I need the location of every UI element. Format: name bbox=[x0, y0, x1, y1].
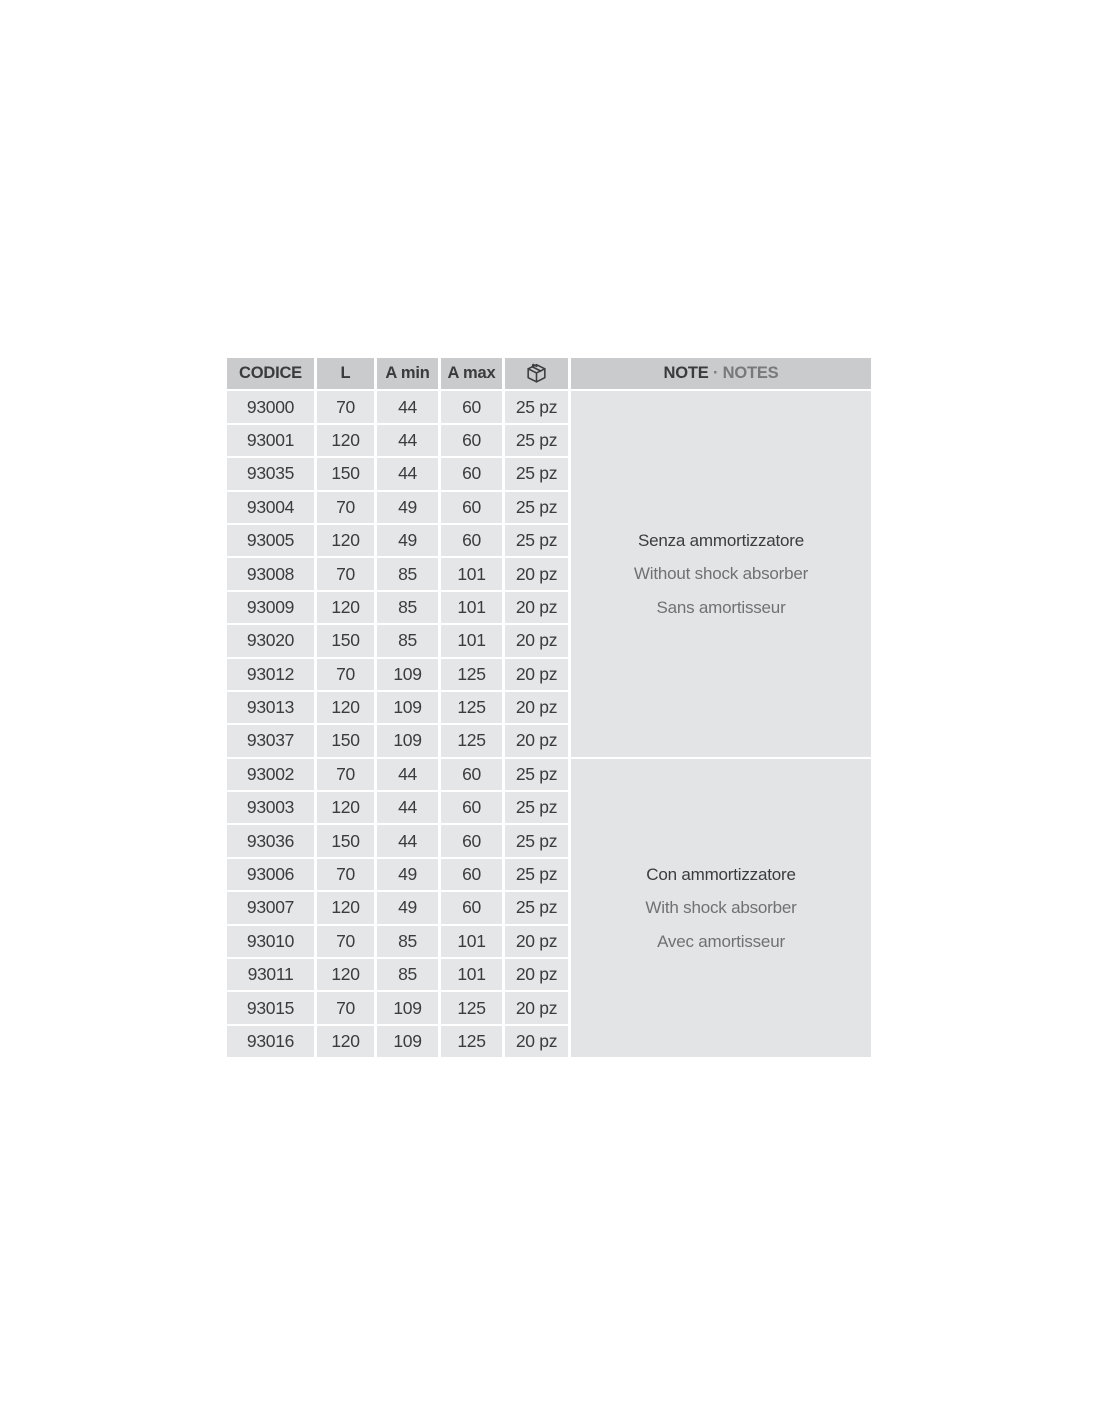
note-header-separator: · bbox=[708, 364, 723, 383]
cell-a-max: 125 bbox=[441, 692, 502, 723]
cell-a-min: 109 bbox=[377, 659, 438, 690]
cell-a-min: 109 bbox=[377, 725, 438, 756]
note-line: Senza ammortizzatore bbox=[637, 530, 805, 550]
cell-codice: 93015 bbox=[227, 992, 314, 1023]
cell-codice: 93009 bbox=[227, 592, 314, 623]
note-line: Sans amortisseur bbox=[656, 597, 786, 617]
cell-codice: 93013 bbox=[227, 692, 314, 723]
cell-l: 70 bbox=[317, 391, 374, 422]
cell-package-qty: 25 pz bbox=[505, 892, 568, 923]
column-header-a-max: A max bbox=[441, 358, 502, 389]
cell-codice: 93016 bbox=[227, 1026, 314, 1057]
column-header-package bbox=[505, 358, 568, 389]
cell-codice: 93012 bbox=[227, 659, 314, 690]
column-header-l: L bbox=[317, 358, 374, 389]
cell-a-max: 60 bbox=[441, 391, 502, 422]
cell-package-qty: 25 pz bbox=[505, 458, 568, 489]
cell-a-min: 85 bbox=[377, 558, 438, 589]
cell-a-min: 44 bbox=[377, 825, 438, 856]
cell-a-max: 101 bbox=[441, 959, 502, 990]
cell-package-qty: 25 pz bbox=[505, 825, 568, 856]
cell-package-qty: 20 pz bbox=[505, 725, 568, 756]
cell-codice: 93036 bbox=[227, 825, 314, 856]
column-header-codice: CODICE bbox=[227, 358, 314, 389]
cell-package-qty: 25 pz bbox=[505, 759, 568, 790]
cell-a-min: 44 bbox=[377, 458, 438, 489]
cell-a-min: 109 bbox=[377, 692, 438, 723]
cell-package-qty: 20 pz bbox=[505, 1026, 568, 1057]
cell-a-max: 60 bbox=[441, 425, 502, 456]
cell-codice: 93000 bbox=[227, 391, 314, 422]
cell-a-max: 60 bbox=[441, 759, 502, 790]
cell-a-min: 49 bbox=[377, 892, 438, 923]
cell-package-qty: 25 pz bbox=[505, 391, 568, 422]
package-icon bbox=[523, 361, 550, 386]
note-header-secondary: NOTES bbox=[722, 364, 779, 383]
cell-l: 70 bbox=[317, 659, 374, 690]
note-line: Without shock absorber bbox=[633, 564, 809, 584]
note-group-2 bbox=[571, 759, 871, 1058]
cell-a-max: 125 bbox=[441, 1026, 502, 1057]
cell-codice: 93002 bbox=[227, 759, 314, 790]
cell-a-max: 60 bbox=[441, 458, 502, 489]
cell-l: 70 bbox=[317, 926, 374, 957]
cell-codice: 93035 bbox=[227, 458, 314, 489]
cell-a-min: 44 bbox=[377, 759, 438, 790]
cell-l: 70 bbox=[317, 492, 374, 523]
cell-package-qty: 20 pz bbox=[505, 625, 568, 656]
cell-package-qty: 20 pz bbox=[505, 992, 568, 1023]
cell-codice: 93004 bbox=[227, 492, 314, 523]
cell-a-min: 49 bbox=[377, 525, 438, 556]
cell-l: 70 bbox=[317, 759, 374, 790]
cell-l: 120 bbox=[317, 425, 374, 456]
note-line: Avec amortisseur bbox=[657, 931, 785, 951]
cell-package-qty: 25 pz bbox=[505, 425, 568, 456]
cell-a-max: 101 bbox=[441, 625, 502, 656]
cell-a-max: 60 bbox=[441, 492, 502, 523]
cell-l: 150 bbox=[317, 625, 374, 656]
cell-l: 70 bbox=[317, 992, 374, 1023]
cell-package-qty: 20 pz bbox=[505, 558, 568, 589]
cell-a-max: 60 bbox=[441, 825, 502, 856]
cell-a-min: 85 bbox=[377, 625, 438, 656]
cell-a-min: 44 bbox=[377, 425, 438, 456]
cell-a-min: 44 bbox=[377, 792, 438, 823]
cell-package-qty: 25 pz bbox=[505, 792, 568, 823]
cell-l: 150 bbox=[317, 825, 374, 856]
cell-l: 120 bbox=[317, 525, 374, 556]
cell-l: 120 bbox=[317, 892, 374, 923]
note-group-1 bbox=[571, 391, 871, 756]
cell-a-max: 125 bbox=[441, 725, 502, 756]
column-header-note bbox=[571, 358, 871, 389]
cell-codice: 93037 bbox=[227, 725, 314, 756]
cell-a-min: 49 bbox=[377, 859, 438, 890]
product-spec-table bbox=[227, 358, 871, 1057]
cell-a-min: 44 bbox=[377, 391, 438, 422]
cell-package-qty: 25 pz bbox=[505, 525, 568, 556]
cell-a-min: 109 bbox=[377, 992, 438, 1023]
cell-l: 150 bbox=[317, 458, 374, 489]
cell-a-max: 101 bbox=[441, 558, 502, 589]
cell-l: 150 bbox=[317, 725, 374, 756]
cell-package-qty: 25 pz bbox=[505, 492, 568, 523]
column-header-a-min: A min bbox=[377, 358, 438, 389]
cell-a-max: 60 bbox=[441, 792, 502, 823]
cell-a-max: 60 bbox=[441, 525, 502, 556]
note-line: Con ammortizzatore bbox=[646, 864, 796, 884]
cell-l: 120 bbox=[317, 1026, 374, 1057]
cell-package-qty: 20 pz bbox=[505, 659, 568, 690]
cell-l: 120 bbox=[317, 592, 374, 623]
cell-codice: 93008 bbox=[227, 558, 314, 589]
cell-codice: 93011 bbox=[227, 959, 314, 990]
cell-codice: 93001 bbox=[227, 425, 314, 456]
cell-package-qty: 20 pz bbox=[505, 692, 568, 723]
cell-package-qty: 20 pz bbox=[505, 959, 568, 990]
cell-a-max: 101 bbox=[441, 926, 502, 957]
cell-l: 70 bbox=[317, 558, 374, 589]
cell-a-max: 101 bbox=[441, 592, 502, 623]
cell-package-qty: 20 pz bbox=[505, 592, 568, 623]
cell-l: 120 bbox=[317, 959, 374, 990]
cell-a-min: 85 bbox=[377, 926, 438, 957]
cell-package-qty: 20 pz bbox=[505, 926, 568, 957]
cell-codice: 93020 bbox=[227, 625, 314, 656]
cell-a-max: 125 bbox=[441, 659, 502, 690]
cell-codice: 93003 bbox=[227, 792, 314, 823]
cell-a-min: 109 bbox=[377, 1026, 438, 1057]
cell-l: 120 bbox=[317, 792, 374, 823]
cell-package-qty: 25 pz bbox=[505, 859, 568, 890]
cell-a-max: 60 bbox=[441, 859, 502, 890]
cell-codice: 93005 bbox=[227, 525, 314, 556]
note-line: With shock absorber bbox=[645, 898, 797, 918]
cell-codice: 93007 bbox=[227, 892, 314, 923]
cell-a-min: 85 bbox=[377, 592, 438, 623]
cell-a-max: 60 bbox=[441, 892, 502, 923]
cell-a-min: 85 bbox=[377, 959, 438, 990]
cell-a-max: 125 bbox=[441, 992, 502, 1023]
cell-a-min: 49 bbox=[377, 492, 438, 523]
cell-l: 120 bbox=[317, 692, 374, 723]
cell-codice: 93010 bbox=[227, 926, 314, 957]
note-header-primary: NOTE bbox=[663, 364, 709, 383]
cell-l: 70 bbox=[317, 859, 374, 890]
cell-codice: 93006 bbox=[227, 859, 314, 890]
